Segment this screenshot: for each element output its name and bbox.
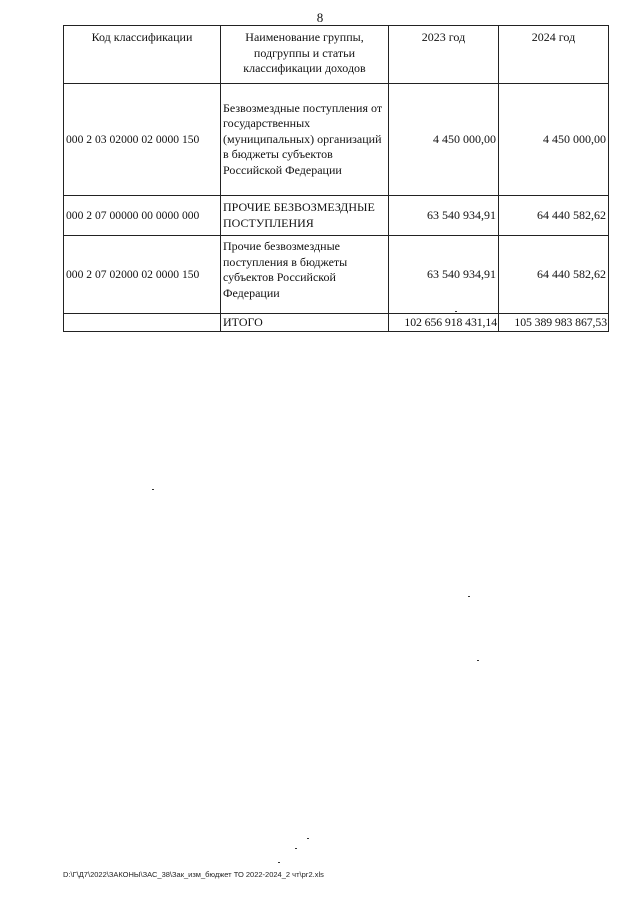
total-code: [64, 314, 221, 332]
row-value-2023: 4 450 000,00: [389, 84, 499, 196]
table-total-row: [64, 314, 609, 332]
scan-speck: [307, 838, 309, 839]
table-header-row: [64, 26, 609, 84]
header-year-2024: 2024 год: [499, 26, 609, 84]
header-code: Код классификации: [64, 26, 221, 84]
header-year-2023: 2023 год: [389, 26, 499, 84]
row-value-2024: 64 440 582,62: [499, 236, 609, 314]
scan-speck: [295, 848, 297, 849]
row-value-2024: 64 440 582,62: [499, 196, 609, 236]
scan-speck: [278, 862, 280, 863]
total-value-2023: 102 656 918 431,14: [389, 314, 499, 332]
row-name: ПРОЧИЕ БЕЗВОЗМЕЗДНЫЕ ПОСТУПЛЕНИЯ: [221, 196, 389, 236]
header-name: Наименование группы, подгруппы и статьи классификации доходов: [221, 26, 389, 84]
row-name: Безвозмездные поступления от государственных (муниципальных) организаций в бюджеты субъектов Российской Федерации: [221, 84, 389, 196]
row-value-2024: 4 450 000,00: [499, 84, 609, 196]
table-row: [64, 84, 609, 196]
footer-file-path: D:\Г\Д7\2022\ЗАКОНЫ\ЗАС_38\Зак_изм_бюджет ТО 2022-2024_2 чт\рг2.xls: [63, 870, 324, 879]
row-code: 000 2 03 02000 02 0000 150: [64, 84, 221, 196]
scan-speck: [152, 489, 154, 490]
row-value-2023: 63 540 934,91: [389, 196, 499, 236]
table-row: [64, 196, 609, 236]
total-label: ИТОГО: [221, 314, 389, 332]
scan-speck: [468, 596, 470, 597]
row-value-2023: 63 540 934,91: [389, 236, 499, 314]
row-name: Прочие безвозмездные поступления в бюджеты субъектов Российской Федерации: [221, 236, 389, 314]
scan-speck: [477, 660, 479, 661]
row-code: 000 2 07 00000 00 0000 000: [64, 196, 221, 236]
total-value-2024: 105 389 983 867,53: [499, 314, 609, 332]
revenue-table: [63, 25, 609, 332]
scan-speck: [455, 311, 457, 312]
table-row: [64, 236, 609, 314]
row-code: 000 2 07 02000 02 0000 150: [64, 236, 221, 314]
page-number: 8: [316, 10, 324, 25]
